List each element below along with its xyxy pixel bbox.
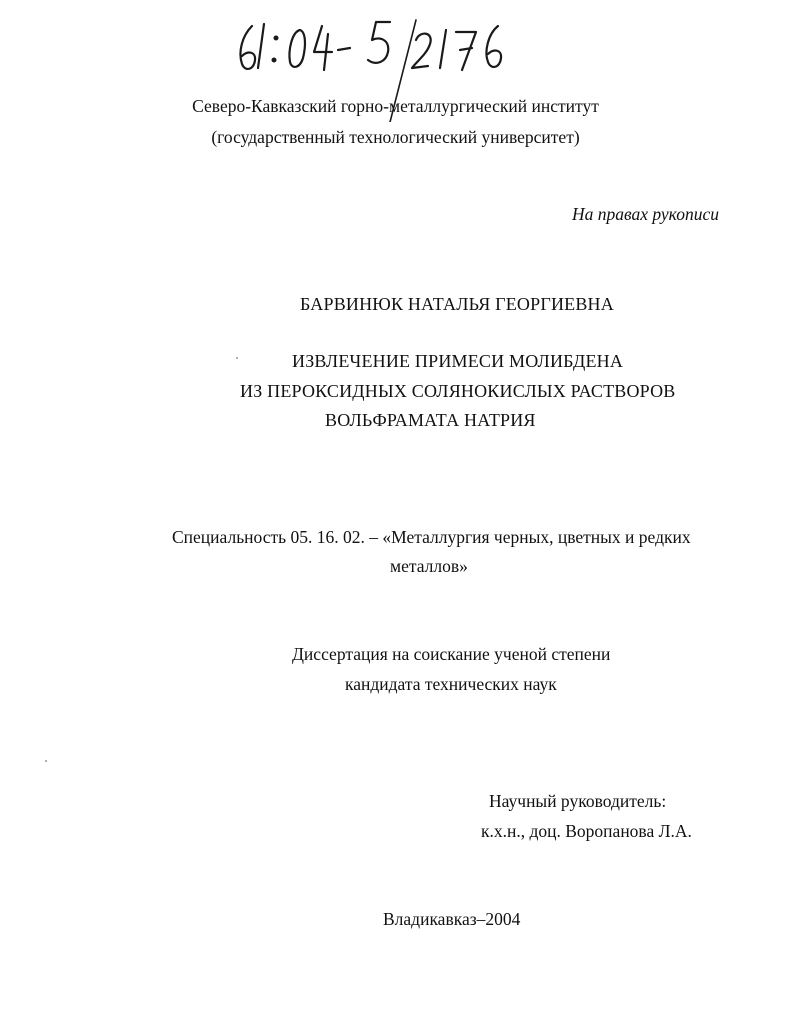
title-line-3: ВОЛЬФРАМАТА НАТРИЯ [325, 410, 536, 430]
supervisor-label: Научный руководитель: [489, 791, 667, 811]
title-line-2: ИЗ ПЕРОКСИДНЫХ СОЛЯНОКИСЛЫХ РАСТВОРОВ [240, 381, 676, 401]
institute-subtitle: (государственный технологический университет) [211, 127, 580, 147]
institute-name: Северо-Кавказский горно-металлургический институт [192, 96, 599, 116]
specialty-line-1: Специальность 05. 16. 02. – «Металлургия черных, цветных и редких [172, 527, 691, 547]
specialty-line-2: металлов» [390, 556, 468, 576]
degree-line-2: кандидата технических наук [345, 674, 557, 694]
title-line-1: ИЗВЛЕЧЕНИЕ ПРИМЕСИ МОЛИБДЕНА [292, 351, 624, 371]
supervisor-name: к.х.н., доц. Воропанова Л.А. [481, 821, 692, 841]
rights-note: На правах рукописи [572, 204, 719, 224]
scan-speck [45, 760, 47, 762]
place-year: Владикавказ–2004 [383, 909, 521, 929]
author-name: БАРВИНЮК НАТАЛЬЯ ГЕОРГИЕВНА [300, 294, 614, 314]
degree-line-1: Диссертация на соискание ученой степени [292, 644, 611, 664]
scan-speck [236, 357, 238, 359]
